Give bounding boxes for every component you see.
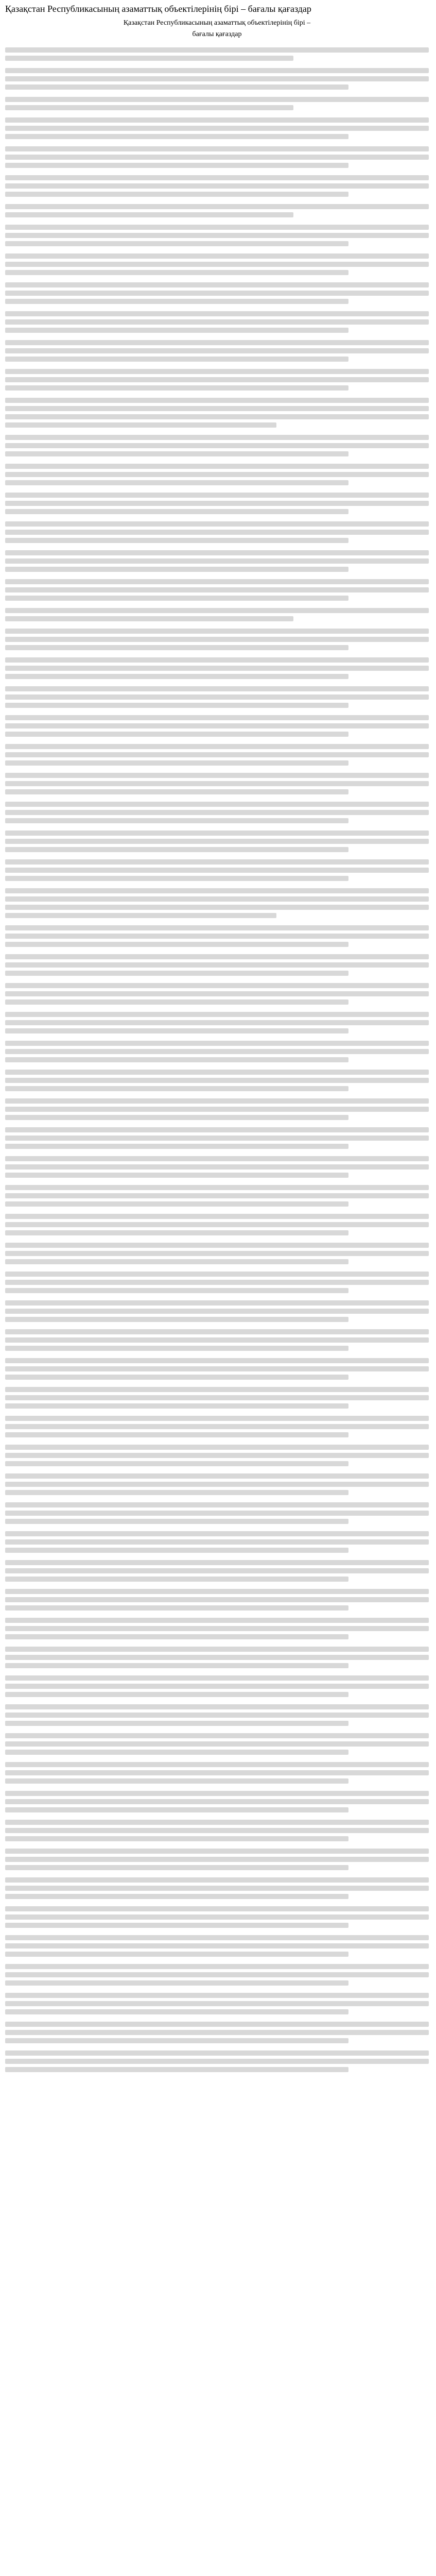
paragraph-placeholder bbox=[5, 253, 429, 275]
text-line-placeholder bbox=[5, 1539, 429, 1545]
text-line-placeholder bbox=[5, 2038, 348, 2043]
text-line-placeholder bbox=[5, 942, 348, 947]
text-line-placeholder bbox=[5, 443, 429, 448]
text-line-placeholder bbox=[5, 558, 429, 564]
text-line-placeholder bbox=[5, 47, 429, 53]
text-line-placeholder bbox=[5, 2001, 429, 2006]
text-line-placeholder bbox=[5, 1185, 429, 1190]
document-body bbox=[5, 47, 429, 2072]
paragraph-placeholder bbox=[5, 398, 429, 428]
text-line-placeholder bbox=[5, 1894, 348, 1899]
paragraph-placeholder bbox=[5, 175, 429, 197]
text-line-placeholder bbox=[5, 1618, 429, 1623]
text-line-placeholder bbox=[5, 2059, 429, 2064]
paragraph-placeholder bbox=[5, 2022, 429, 2043]
text-line-placeholder bbox=[5, 357, 348, 362]
text-line-placeholder bbox=[5, 1857, 429, 1862]
text-line-placeholder bbox=[5, 1914, 429, 1920]
text-line-placeholder bbox=[5, 134, 348, 139]
text-line-placeholder bbox=[5, 501, 429, 506]
text-line-placeholder bbox=[5, 1993, 429, 1998]
text-line-placeholder bbox=[5, 1943, 429, 1948]
text-line-placeholder bbox=[5, 587, 429, 592]
paragraph-placeholder bbox=[5, 831, 429, 852]
paragraph-placeholder bbox=[5, 629, 429, 650]
text-line-placeholder bbox=[5, 1692, 348, 1697]
text-line-placeholder bbox=[5, 406, 429, 411]
paragraph-placeholder bbox=[5, 2050, 429, 2072]
text-line-placeholder bbox=[5, 732, 348, 737]
text-line-placeholder bbox=[5, 233, 429, 238]
text-line-placeholder bbox=[5, 723, 429, 728]
paragraph-placeholder bbox=[5, 68, 429, 90]
paragraph-placeholder bbox=[5, 1531, 429, 1553]
paragraph-placeholder bbox=[5, 1849, 429, 1870]
text-line-placeholder bbox=[5, 934, 429, 939]
text-line-placeholder bbox=[5, 493, 429, 498]
text-line-placeholder bbox=[5, 1490, 348, 1495]
text-line-placeholder bbox=[5, 839, 429, 844]
paragraph-placeholder bbox=[5, 282, 429, 304]
text-line-placeholder bbox=[5, 645, 348, 650]
text-line-placeholder bbox=[5, 674, 348, 679]
text-line-placeholder bbox=[5, 97, 429, 102]
text-line-placeholder bbox=[5, 1424, 429, 1429]
text-line-placeholder bbox=[5, 1115, 348, 1120]
text-line-placeholder bbox=[5, 1877, 429, 1883]
text-line-placeholder bbox=[5, 925, 429, 930]
text-line-placeholder bbox=[5, 1395, 429, 1400]
text-line-placeholder bbox=[5, 225, 429, 230]
text-line-placeholder bbox=[5, 983, 429, 988]
text-line-placeholder bbox=[5, 715, 429, 720]
paragraph-placeholder bbox=[5, 493, 429, 514]
paragraph-placeholder bbox=[5, 1387, 429, 1409]
paragraph-placeholder bbox=[5, 954, 429, 976]
paragraph-placeholder bbox=[5, 47, 429, 61]
text-line-placeholder bbox=[5, 596, 348, 601]
text-line-placeholder bbox=[5, 1935, 429, 1940]
paragraph-placeholder bbox=[5, 983, 429, 1005]
text-line-placeholder bbox=[5, 1300, 429, 1306]
text-line-placeholder bbox=[5, 1136, 429, 1141]
paragraph-placeholder bbox=[5, 1502, 429, 1524]
text-line-placeholder bbox=[5, 1589, 429, 1594]
text-line-placeholder bbox=[5, 744, 429, 749]
text-line-placeholder bbox=[5, 1721, 348, 1726]
paragraph-placeholder bbox=[5, 1762, 429, 1784]
paragraph-placeholder bbox=[5, 1820, 429, 1841]
text-line-placeholder bbox=[5, 810, 429, 815]
text-line-placeholder bbox=[5, 369, 429, 374]
text-line-placeholder bbox=[5, 616, 293, 621]
text-line-placeholder bbox=[5, 56, 293, 61]
text-line-placeholder bbox=[5, 192, 348, 197]
text-line-placeholder bbox=[5, 398, 429, 403]
paragraph-placeholder bbox=[5, 1185, 429, 1207]
text-line-placeholder bbox=[5, 2009, 348, 2014]
text-line-placeholder bbox=[5, 84, 348, 90]
text-line-placeholder bbox=[5, 126, 429, 131]
text-line-placeholder bbox=[5, 1502, 429, 1507]
text-line-placeholder bbox=[5, 1964, 429, 1969]
paragraph-placeholder bbox=[5, 1300, 429, 1322]
text-line-placeholder bbox=[5, 1337, 429, 1343]
text-line-placeholder bbox=[5, 1251, 429, 1256]
paragraph-placeholder bbox=[5, 311, 429, 333]
paragraph-placeholder bbox=[5, 859, 429, 881]
paragraph-placeholder bbox=[5, 97, 429, 110]
text-line-placeholder bbox=[5, 1445, 429, 1450]
text-line-placeholder bbox=[5, 1647, 429, 1652]
text-line-placeholder bbox=[5, 1156, 429, 1161]
text-line-placeholder bbox=[5, 1127, 429, 1132]
text-line-placeholder bbox=[5, 282, 429, 287]
paragraph-placeholder bbox=[5, 435, 429, 456]
text-line-placeholder bbox=[5, 1317, 348, 1322]
paragraph-placeholder bbox=[5, 1098, 429, 1120]
text-line-placeholder bbox=[5, 818, 348, 823]
text-line-placeholder bbox=[5, 1144, 348, 1149]
text-line-placeholder bbox=[5, 155, 429, 160]
text-line-placeholder bbox=[5, 1675, 429, 1681]
paragraph-placeholder bbox=[5, 369, 429, 391]
text-line-placeholder bbox=[5, 1403, 348, 1409]
text-line-placeholder bbox=[5, 2050, 429, 2056]
text-line-placeholder bbox=[5, 1193, 429, 1198]
text-line-placeholder bbox=[5, 1078, 429, 1083]
paragraph-placeholder bbox=[5, 464, 429, 485]
text-line-placeholder bbox=[5, 1222, 429, 1227]
text-line-placeholder bbox=[5, 1020, 429, 1025]
text-line-placeholder bbox=[5, 480, 348, 485]
text-line-placeholder bbox=[5, 1663, 348, 1668]
paragraph-placeholder bbox=[5, 744, 429, 766]
text-line-placeholder bbox=[5, 464, 429, 469]
text-line-placeholder bbox=[5, 1626, 429, 1631]
text-line-placeholder bbox=[5, 831, 429, 836]
paragraph-placeholder bbox=[5, 773, 429, 794]
text-line-placeholder bbox=[5, 1057, 348, 1062]
paragraph-placeholder bbox=[5, 521, 429, 543]
text-line-placeholder bbox=[5, 789, 348, 794]
text-line-placeholder bbox=[5, 629, 429, 634]
text-line-placeholder bbox=[5, 694, 429, 700]
text-line-placeholder bbox=[5, 905, 429, 910]
text-line-placeholder bbox=[5, 414, 429, 419]
paragraph-placeholder bbox=[5, 802, 429, 823]
paragraph-placeholder bbox=[5, 1473, 429, 1495]
text-line-placeholder bbox=[5, 1511, 429, 1516]
text-line-placeholder bbox=[5, 1807, 348, 1812]
paragraph-placeholder bbox=[5, 1993, 429, 2014]
paragraph-placeholder bbox=[5, 550, 429, 572]
text-line-placeholder bbox=[5, 1028, 348, 1033]
text-line-placeholder bbox=[5, 1906, 429, 1911]
text-line-placeholder bbox=[5, 1980, 348, 1986]
text-line-placeholder bbox=[5, 299, 348, 304]
text-line-placeholder bbox=[5, 163, 348, 168]
text-line-placeholder bbox=[5, 328, 348, 333]
text-line-placeholder bbox=[5, 340, 429, 345]
text-line-placeholder bbox=[5, 2067, 348, 2072]
paragraph-placeholder bbox=[5, 1906, 429, 1928]
text-line-placeholder bbox=[5, 1041, 429, 1046]
text-line-placeholder bbox=[5, 509, 348, 514]
paragraph-placeholder bbox=[5, 1877, 429, 1899]
paragraph-placeholder bbox=[5, 1127, 429, 1149]
text-line-placeholder bbox=[5, 1288, 348, 1293]
text-line-placeholder bbox=[5, 1098, 429, 1104]
paragraph-placeholder bbox=[5, 340, 429, 362]
text-line-placeholder bbox=[5, 1107, 429, 1112]
text-line-placeholder bbox=[5, 703, 348, 708]
text-line-placeholder bbox=[5, 1750, 348, 1755]
text-line-placeholder bbox=[5, 802, 429, 807]
paragraph-placeholder bbox=[5, 1704, 429, 1726]
paragraph-placeholder bbox=[5, 1214, 429, 1235]
text-line-placeholder bbox=[5, 550, 429, 555]
text-line-placeholder bbox=[5, 1684, 429, 1689]
text-line-placeholder bbox=[5, 1358, 429, 1363]
text-line-placeholder bbox=[5, 2030, 429, 2035]
text-line-placeholder bbox=[5, 1634, 348, 1639]
text-line-placeholder bbox=[5, 888, 429, 893]
text-line-placeholder bbox=[5, 686, 429, 691]
text-line-placeholder bbox=[5, 1214, 429, 1219]
text-line-placeholder bbox=[5, 1799, 429, 1804]
text-line-placeholder bbox=[5, 319, 429, 325]
text-line-placeholder bbox=[5, 1243, 429, 1248]
text-line-placeholder bbox=[5, 991, 429, 996]
text-line-placeholder bbox=[5, 1366, 429, 1371]
paragraph-placeholder bbox=[5, 146, 429, 168]
text-line-placeholder bbox=[5, 773, 429, 778]
paragraph-placeholder bbox=[5, 1358, 429, 1380]
text-line-placeholder bbox=[5, 1605, 348, 1611]
text-line-placeholder bbox=[5, 538, 348, 543]
text-line-placeholder bbox=[5, 1568, 429, 1573]
paragraph-placeholder bbox=[5, 117, 429, 139]
text-line-placeholder bbox=[5, 1704, 429, 1709]
paragraph-placeholder bbox=[5, 204, 429, 217]
paragraph-placeholder bbox=[5, 1243, 429, 1264]
text-line-placeholder bbox=[5, 183, 429, 189]
text-line-placeholder bbox=[5, 1791, 429, 1796]
text-line-placeholder bbox=[5, 385, 348, 391]
text-line-placeholder bbox=[5, 666, 429, 671]
text-line-placeholder bbox=[5, 657, 429, 663]
text-line-placeholder bbox=[5, 1346, 348, 1351]
text-line-placeholder bbox=[5, 472, 429, 477]
paragraph-placeholder bbox=[5, 1041, 429, 1062]
text-line-placeholder bbox=[5, 1849, 429, 1854]
text-line-placeholder bbox=[5, 637, 429, 642]
text-line-placeholder bbox=[5, 896, 429, 902]
text-line-placeholder bbox=[5, 1733, 429, 1738]
text-line-placeholder bbox=[5, 1473, 429, 1479]
text-line-placeholder bbox=[5, 876, 348, 881]
text-line-placeholder bbox=[5, 241, 348, 246]
text-line-placeholder bbox=[5, 971, 348, 976]
paragraph-placeholder bbox=[5, 225, 429, 246]
text-line-placeholder bbox=[5, 1713, 429, 1718]
paragraph-placeholder bbox=[5, 1589, 429, 1611]
document-title: Қазақстан Республикасының азаматтық объектілерінің бірі – бағалы қағаздар bbox=[5, 4, 311, 14]
text-line-placeholder bbox=[5, 1531, 429, 1536]
paragraph-placeholder bbox=[5, 608, 429, 621]
text-line-placeholder bbox=[5, 1416, 429, 1421]
paragraph-placeholder bbox=[5, 1560, 429, 1582]
text-line-placeholder bbox=[5, 1577, 348, 1582]
paragraph-placeholder bbox=[5, 1791, 429, 1812]
subtitle-line-2: бағалы қағаздар bbox=[192, 30, 242, 38]
paragraph-placeholder bbox=[5, 888, 429, 918]
text-line-placeholder bbox=[5, 1049, 429, 1054]
document-subtitle bbox=[5, 18, 429, 40]
text-line-placeholder bbox=[5, 1329, 429, 1334]
paragraph-placeholder bbox=[5, 1329, 429, 1351]
text-line-placeholder bbox=[5, 1280, 429, 1285]
text-line-placeholder bbox=[5, 530, 429, 535]
text-line-placeholder bbox=[5, 1375, 348, 1380]
text-line-placeholder bbox=[5, 270, 348, 275]
text-line-placeholder bbox=[5, 175, 429, 180]
text-line-placeholder bbox=[5, 608, 429, 613]
text-line-placeholder bbox=[5, 579, 429, 584]
text-line-placeholder bbox=[5, 291, 429, 296]
text-line-placeholder bbox=[5, 1519, 348, 1524]
text-line-placeholder bbox=[5, 1173, 348, 1178]
text-line-placeholder bbox=[5, 204, 429, 209]
text-line-placeholder bbox=[5, 1259, 348, 1264]
text-line-placeholder bbox=[5, 1778, 348, 1784]
text-line-placeholder bbox=[5, 1012, 429, 1017]
text-line-placeholder bbox=[5, 781, 429, 786]
text-line-placeholder bbox=[5, 1972, 429, 1977]
text-line-placeholder bbox=[5, 1272, 429, 1277]
text-line-placeholder bbox=[5, 435, 429, 440]
text-line-placeholder bbox=[5, 1548, 348, 1553]
subtitle-line-1: Қазақстан Республикасының азаматтық объектілерінің бірі – bbox=[123, 19, 311, 27]
paragraph-placeholder bbox=[5, 1618, 429, 1639]
text-line-placeholder bbox=[5, 847, 348, 852]
text-line-placeholder bbox=[5, 1597, 429, 1602]
text-line-placeholder bbox=[5, 1230, 348, 1235]
text-line-placeholder bbox=[5, 377, 429, 382]
text-line-placeholder bbox=[5, 1655, 429, 1660]
text-line-placeholder bbox=[5, 68, 429, 73]
text-line-placeholder bbox=[5, 1453, 429, 1458]
text-line-placeholder bbox=[5, 1952, 348, 1957]
text-line-placeholder bbox=[5, 1762, 429, 1767]
text-line-placeholder bbox=[5, 1828, 429, 1833]
text-line-placeholder bbox=[5, 2022, 429, 2027]
text-line-placeholder bbox=[5, 1770, 429, 1775]
text-line-placeholder bbox=[5, 1086, 348, 1091]
text-line-placeholder bbox=[5, 1482, 429, 1487]
text-line-placeholder bbox=[5, 1886, 429, 1891]
text-line-placeholder bbox=[5, 1461, 348, 1466]
text-line-placeholder bbox=[5, 913, 276, 918]
text-line-placeholder bbox=[5, 1309, 429, 1314]
text-line-placeholder bbox=[5, 521, 429, 527]
text-line-placeholder bbox=[5, 76, 429, 81]
paragraph-placeholder bbox=[5, 1156, 429, 1178]
text-line-placeholder bbox=[5, 1923, 348, 1928]
text-line-placeholder bbox=[5, 212, 293, 217]
paragraph-placeholder bbox=[5, 1070, 429, 1091]
text-line-placeholder bbox=[5, 451, 348, 456]
paragraph-placeholder bbox=[5, 1733, 429, 1755]
text-line-placeholder bbox=[5, 262, 429, 267]
text-line-placeholder bbox=[5, 105, 293, 110]
paragraph-placeholder bbox=[5, 1647, 429, 1668]
text-line-placeholder bbox=[5, 868, 429, 873]
paragraph-placeholder bbox=[5, 1675, 429, 1697]
text-line-placeholder bbox=[5, 1560, 429, 1565]
text-line-placeholder bbox=[5, 117, 429, 123]
paragraph-placeholder bbox=[5, 579, 429, 601]
paragraph-placeholder bbox=[5, 657, 429, 679]
text-line-placeholder bbox=[5, 422, 276, 428]
paragraph-placeholder bbox=[5, 925, 429, 947]
text-line-placeholder bbox=[5, 311, 429, 316]
text-line-placeholder bbox=[5, 859, 429, 865]
text-line-placeholder bbox=[5, 1387, 429, 1392]
text-line-placeholder bbox=[5, 1741, 429, 1747]
paragraph-placeholder bbox=[5, 1272, 429, 1293]
text-line-placeholder bbox=[5, 1820, 429, 1825]
text-line-placeholder bbox=[5, 253, 429, 259]
text-line-placeholder bbox=[5, 962, 429, 968]
text-line-placeholder bbox=[5, 1164, 429, 1170]
text-line-placeholder bbox=[5, 954, 429, 959]
paragraph-placeholder bbox=[5, 715, 429, 737]
text-line-placeholder bbox=[5, 1070, 429, 1075]
paragraph-placeholder bbox=[5, 1012, 429, 1033]
text-line-placeholder bbox=[5, 348, 429, 353]
text-line-placeholder bbox=[5, 1836, 348, 1841]
text-line-placeholder bbox=[5, 1201, 348, 1207]
text-line-placeholder bbox=[5, 752, 429, 757]
paragraph-placeholder bbox=[5, 1445, 429, 1466]
text-line-placeholder bbox=[5, 567, 348, 572]
paragraph-placeholder bbox=[5, 1964, 429, 1986]
text-line-placeholder bbox=[5, 146, 429, 151]
paragraph-placeholder bbox=[5, 1935, 429, 1957]
text-line-placeholder bbox=[5, 999, 348, 1005]
paragraph-placeholder bbox=[5, 686, 429, 708]
paragraph-placeholder bbox=[5, 1416, 429, 1437]
text-line-placeholder bbox=[5, 1865, 348, 1870]
text-line-placeholder bbox=[5, 1432, 348, 1437]
text-line-placeholder bbox=[5, 760, 348, 766]
